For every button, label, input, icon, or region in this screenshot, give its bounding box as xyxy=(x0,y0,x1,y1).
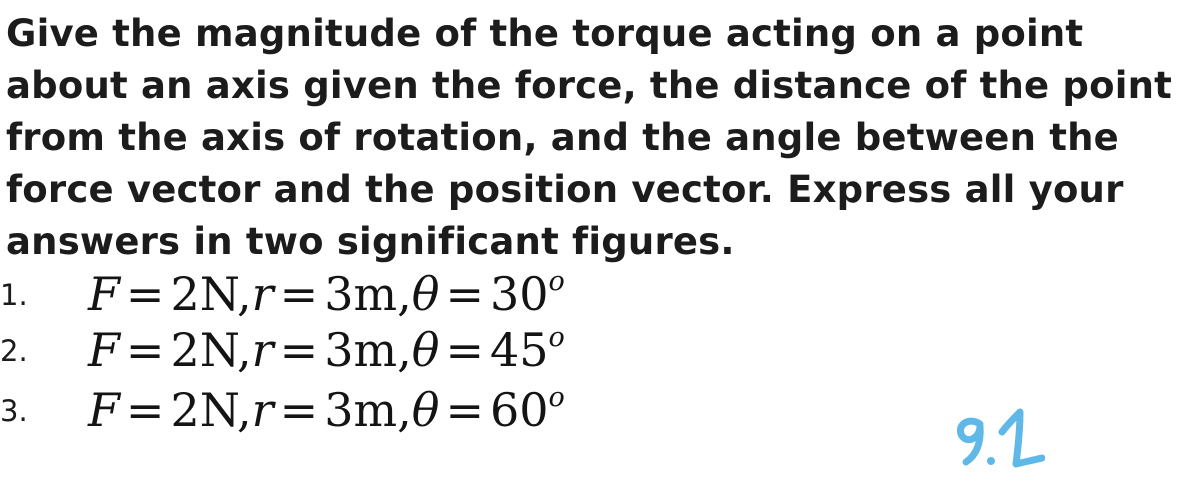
question-line: Give the magnitude of the torque acting on a point xyxy=(6,12,1084,55)
question-line: force vector and the position vector. Express all your xyxy=(6,168,1124,211)
problem-equation: $F = 2N,r = 3m,\theta = 30^o$ xyxy=(88,266,565,321)
question-line: about an axis given the force, the distance of the point xyxy=(6,64,1173,107)
problem-equation: $F = 2N,r = 3m,\theta = 60^o$ xyxy=(88,382,565,437)
problem-number: 2. xyxy=(0,334,28,368)
question-line: answers in two significant figures. xyxy=(6,220,735,263)
problem-number: 3. xyxy=(0,394,28,428)
problem-equation: $F = 2N,r = 3m,\theta = 45^o$ xyxy=(88,322,565,377)
problem-item xyxy=(0,380,700,440)
question-text xyxy=(6,8,1191,268)
problem-item xyxy=(0,264,700,324)
problem-item xyxy=(0,320,700,380)
question-line: from the axis of rotation, and the angle between the xyxy=(6,116,1119,159)
handwritten-mark xyxy=(950,402,1045,472)
problem-number: 1. xyxy=(0,278,28,312)
